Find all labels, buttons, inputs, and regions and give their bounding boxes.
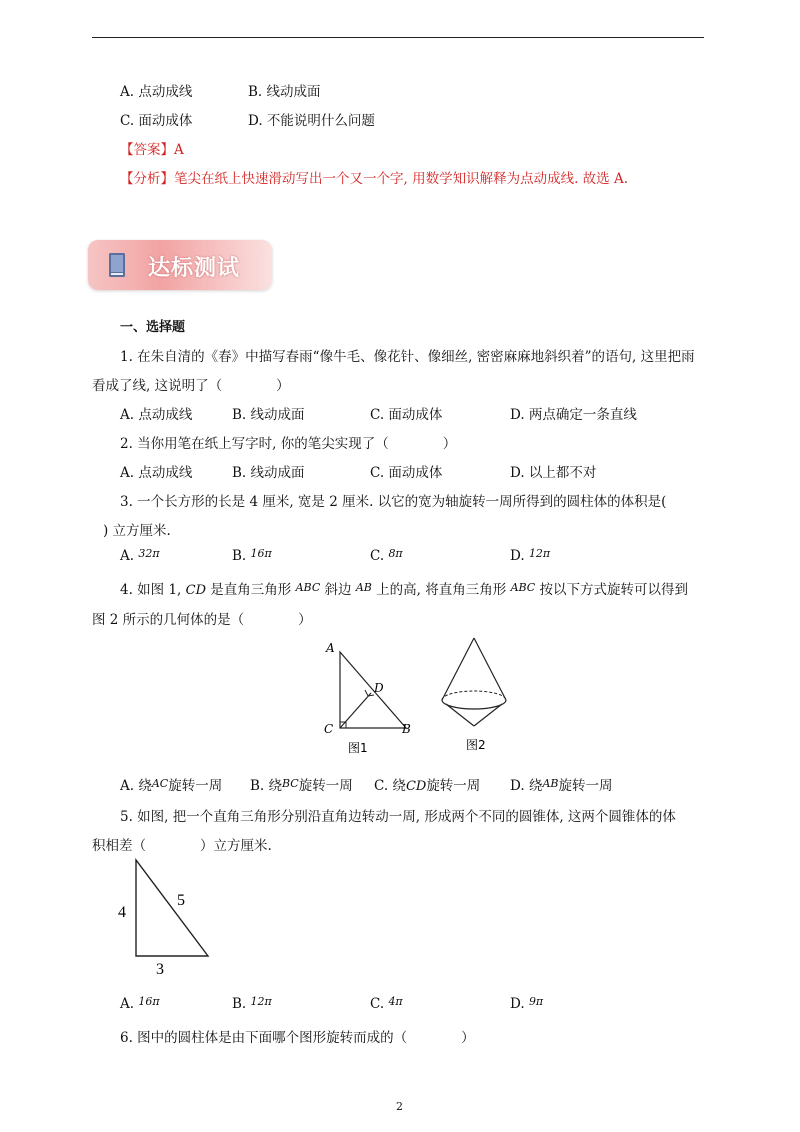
option-a: A. 点动成线 — [120, 84, 193, 100]
option-d: D. 不能说明什么问题 — [248, 113, 375, 129]
fig1-label-d: D — [374, 681, 384, 695]
q5-option-b — [232, 996, 272, 1012]
q1-option-b: B. 线动成面 — [232, 407, 305, 423]
q3-option-c — [370, 548, 403, 564]
section-banner — [88, 240, 272, 290]
q4-math-abc: ABC — [295, 581, 321, 594]
fig1-label-b: B — [402, 722, 411, 736]
q4-text-2: 是直角三角形 — [206, 582, 296, 598]
q3-line1: 3. 一个长方形的长是 4 厘米, 宽是 2 厘米. 以它的宽为轴旋转一周所得到的圆柱体的体积是( — [120, 494, 667, 510]
q5-line2: 积相差（ ）立方厘米. — [92, 838, 272, 854]
q4-line2: 图 2 所示的几何体的是（ ） — [92, 612, 312, 628]
q2-option-a: A. 点动成线 — [120, 465, 193, 481]
q5-option-d — [510, 996, 543, 1012]
q4-option-b — [250, 774, 353, 794]
q1-line2: 看成了线, 这说明了（ ） — [92, 378, 290, 394]
q5-c-label: C. — [370, 996, 385, 1012]
q4-b-suffix: 旋转一周 — [298, 778, 353, 794]
q3-option-d — [510, 548, 550, 564]
q4-d-axis: AB — [542, 777, 559, 790]
q3-line2: ) 立方厘米. — [103, 523, 171, 539]
q3-option-b — [232, 548, 272, 564]
analysis-line — [120, 167, 628, 187]
fig1-label-c: C — [324, 722, 334, 736]
q2-option-d: D. 以上都不对 — [510, 465, 597, 481]
q4-b-axis: BC — [282, 777, 299, 790]
q1-option-a: A. 点动成线 — [120, 407, 193, 423]
fig1-label-a: A — [326, 641, 335, 655]
q4-math-ab: AB — [355, 581, 372, 594]
q4-c-prefix: C. 绕 — [374, 778, 406, 794]
q5-d-value: 9π — [528, 995, 544, 1008]
q5-option-c — [370, 996, 403, 1012]
banner-title: 达标测试 — [148, 256, 241, 281]
q3-d-value: 12π — [528, 547, 551, 560]
q1-option-c: C. 面动成体 — [370, 407, 443, 423]
q5-a-label: A. — [120, 996, 135, 1012]
figure-q5-right-triangle — [112, 856, 222, 978]
q4-math-cd: CD — [185, 583, 207, 598]
q5-a-value: 16π — [138, 995, 160, 1008]
q3-b-value: 16π — [250, 547, 272, 560]
q6-line1: 6. 图中的圆柱体是由下面哪个图形旋转而成的（ ） — [120, 1030, 475, 1046]
section-title: 一、选择题 — [120, 320, 186, 335]
q3-option-a — [120, 548, 160, 564]
figure-1-triangle — [318, 638, 428, 758]
q5-side-4: 4 — [118, 904, 126, 921]
q3-c-value: 8π — [388, 547, 403, 560]
answer-line — [120, 138, 184, 158]
q1-line1: 1. 在朱自清的《春》中描写春雨“像牛毛、像花针、像细丝, 密密麻麻地斜织着”的语句, 这里把雨 — [120, 349, 695, 365]
q5-side-3: 3 — [156, 961, 164, 978]
q5-d-label: D. — [510, 996, 525, 1012]
q4-d-prefix: D. 绕 — [510, 778, 543, 794]
q3-b-label: B. — [232, 548, 247, 564]
q4-math-abc-2: ABC — [510, 581, 536, 594]
answer-tag: 【答案】 — [120, 142, 174, 158]
q4-text-5: 按以下方式旋转可以得到 — [535, 582, 689, 598]
q3-a-value: 32π — [138, 547, 160, 560]
q5-option-a — [120, 996, 160, 1012]
q1-option-d: D. 两点确定一条直线 — [510, 407, 637, 423]
q4-option-d — [510, 774, 612, 794]
q2-line1: 2. 当你用笔在纸上写字时, 你的笔尖实现了（ ） — [120, 436, 457, 452]
q3-d-label: D. — [510, 548, 525, 564]
book-icon — [108, 252, 126, 278]
q3-c-label: C. — [370, 548, 385, 564]
q4-b-prefix: B. 绕 — [250, 778, 283, 794]
q5-c-value: 4π — [388, 995, 403, 1008]
option-c: C. 面动成体 — [120, 113, 193, 129]
q4-text-4: 上的高, 将直角三角形 — [371, 582, 511, 598]
q3-a-label: A. — [120, 548, 135, 564]
q4-line1 — [120, 578, 688, 598]
figure-2-double-cone — [436, 636, 516, 756]
q4-a-suffix: 旋转一周 — [168, 778, 223, 794]
q4-c-suffix: 旋转一周 — [426, 778, 481, 794]
header-rule — [92, 37, 704, 38]
fig2-caption: 图2 — [466, 738, 486, 752]
q4-c-axis: CD — [405, 779, 427, 794]
q4-a-prefix: A. 绕 — [120, 778, 152, 794]
analysis-text: 笔尖在纸上快速滑动写出一个又一个字, 用数学知识解释为点动成线. 故选 A. — [174, 171, 628, 187]
q5-side-5: 5 — [177, 892, 185, 909]
page-number: 2 — [396, 1100, 403, 1113]
q2-option-c: C. 面动成体 — [370, 465, 443, 481]
q4-a-axis: AC — [151, 777, 169, 790]
q2-option-b: B. 线动成面 — [232, 465, 305, 481]
option-b: B. 线动成面 — [248, 84, 321, 100]
q5-b-label: B. — [232, 996, 247, 1012]
fig1-caption: 图1 — [348, 741, 368, 755]
answer-value: A — [174, 142, 184, 158]
q5-b-value: 12π — [250, 995, 272, 1008]
q4-text-1: 4. 如图 1, — [120, 582, 186, 598]
q4-d-suffix: 旋转一周 — [558, 778, 613, 794]
q5-line1: 5. 如图, 把一个直角三角形分别沿直角边转动一周, 形成两个不同的圆锥体, 这两个圆锥体的体 — [120, 809, 676, 825]
q4-text-3: 斜边 — [320, 582, 356, 598]
q4-option-c — [374, 774, 480, 794]
analysis-tag: 【分析】 — [120, 171, 174, 187]
q4-option-a — [120, 774, 222, 794]
